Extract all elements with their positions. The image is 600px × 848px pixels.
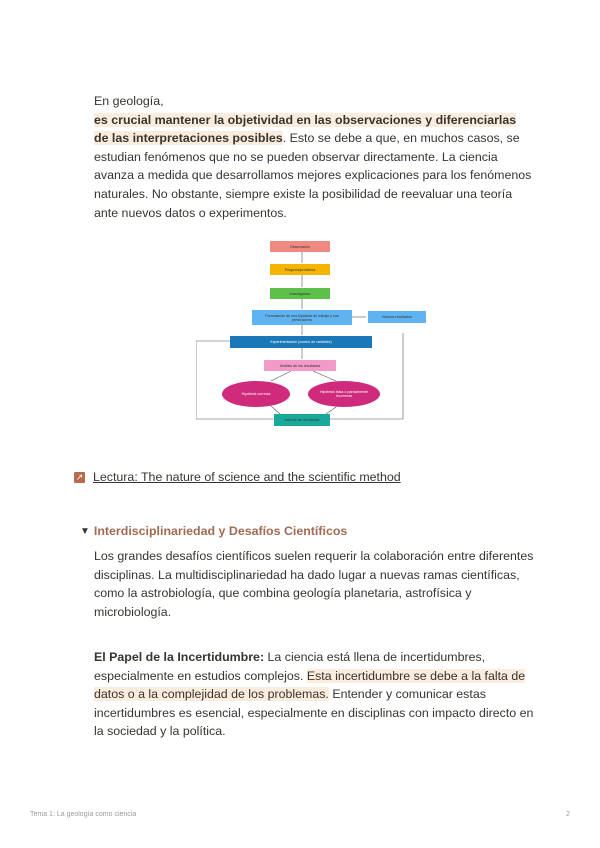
section-paragraph: Los grandes desafíos científicos suelen requerir la colaboración entre diferentes disciplinas. La multidisciplinariedad ha dado lugar a nuevas ramas científicas, como la astrobiología, que combina geología planetaria, astrofísica y microbiología.: [94, 549, 534, 619]
toggle-triangle-icon[interactable]: ▼: [80, 525, 90, 537]
scientific-method-diagram: [196, 238, 412, 430]
reading-link-label[interactable]: Lectura: The nature of science and the scientific method: [93, 470, 401, 484]
external-link-icon: ↗: [75, 471, 84, 482]
intro-lead: En geología,: [94, 94, 164, 108]
step-hipotesis-correcta: Hipótesis correcta: [222, 381, 290, 407]
uncertainty-highlight: Esta incertidumbre se debe a la falta de datos o a la complejidad de los problemas.: [94, 668, 526, 702]
step-analisis: Análisis de los resultados: [264, 360, 336, 371]
intro-highlight: es crucial mantener la objetividad en las observaciones y diferenciarlas de las interpretaciones posibles: [94, 112, 517, 146]
uncertainty-text-a: La ciencia está llena de incertidumbres, especialmente en estudios complejos.: [94, 650, 486, 683]
step-nuevos-resultados: Nuevos resultados: [368, 311, 426, 323]
intro-paragraph: [94, 92, 534, 222]
uncertainty-text-b: Entender y comunicar estas incertidumbres es esencial, especialmente en disciplinas con impacto directo en la sociedad y la política.: [94, 687, 534, 739]
step-hipotesis-incorrecta: Hipótesis falsa o parcialmente incorrecta: [308, 381, 380, 407]
step-observacion: Observación: [270, 241, 330, 252]
step-investigacion: Investigación: [270, 288, 330, 299]
section-toggle[interactable]: [80, 522, 347, 540]
step-pregunta: Pregunta/problema: [270, 264, 330, 275]
uncertainty-title: El Papel de la Incertidumbre:: [94, 650, 265, 664]
step-formulacion: Formulación de una hipótesis de trabajo y sus predicciones: [252, 310, 352, 325]
step-experimentacion: Experimentación (control de variables): [230, 336, 372, 348]
step-informe: Informe de resultados: [274, 414, 330, 426]
reading-link[interactable]: [74, 468, 401, 486]
section-title: Interdisciplinariedad y Desafíos Científicos: [93, 524, 348, 538]
footer-page-number: 2: [566, 811, 570, 818]
intro-rest: . Esto se debe a que, en muchos casos, se estudian fenómenos que no se pueden observar directamente. La ciencia avanza a medida que desarrollamos mejores explicaciones para los fenómenos naturales. No obstante, siempre existe la posibilidad de reevaluar una teoría ante nuevos datos o experimentos.: [94, 131, 532, 220]
uncertainty-paragraph: [94, 648, 534, 741]
footer-title: Tema 1: La geología como ciencia: [30, 811, 137, 818]
